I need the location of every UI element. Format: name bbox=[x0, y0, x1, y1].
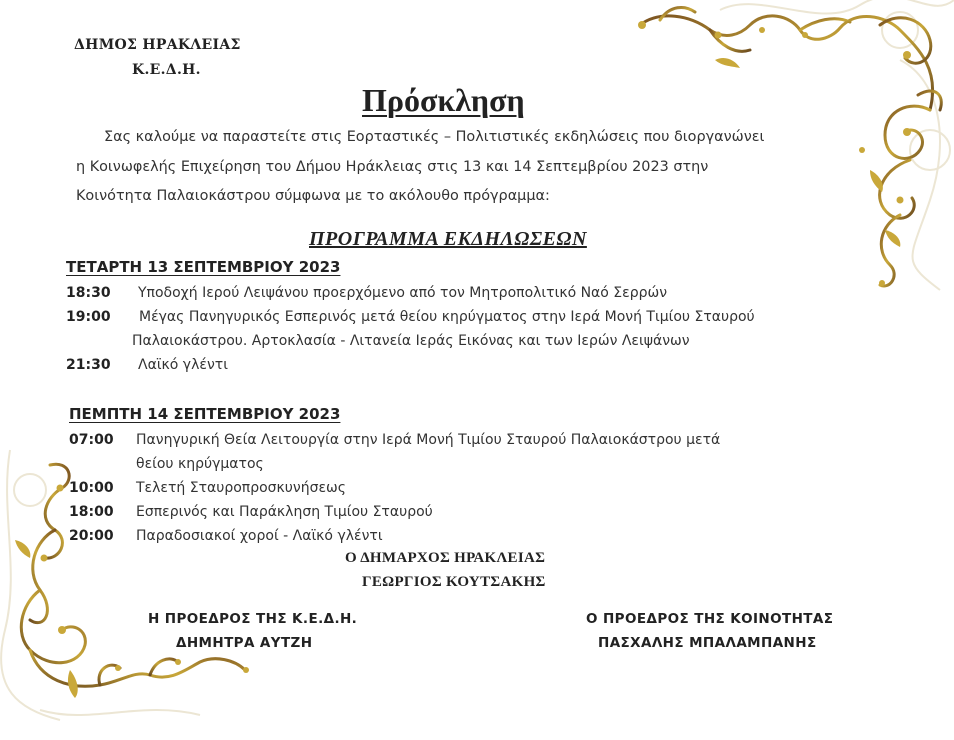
day-heading: ΠΕΜΠΤΗ 14 ΣΕΠΤΕΜΒΡΙΟΥ 2023 bbox=[69, 405, 341, 423]
event-time: 18:30 bbox=[66, 285, 111, 301]
event-time: 20:00 bbox=[69, 528, 114, 544]
event-time: 10:00 bbox=[69, 480, 114, 496]
org-name: ΔΗΜΟΣ ΗΡΑΚΛΕΙΑΣ bbox=[74, 37, 241, 53]
community-president-title: Ο ΠΡΟΕΔΡΟΣ ΤΗΣ ΚΟΙΝΟΤΗΤΑΣ bbox=[586, 611, 834, 627]
intro-line-2: η Κοινωφελής Επιχείρηση του Δήμου Ηράκλειας στις 13 και 14 Σεπτεμβρίου 2023 στην bbox=[76, 159, 709, 175]
keda-president-title: Η ΠΡΟΕΔΡΟΣ ΤΗΣ Κ.Ε.Δ.Η. bbox=[148, 611, 358, 627]
event-description: Τελετή Σταυροπροσκυνήσεως bbox=[136, 480, 346, 496]
event-description: Πανηγυρική Θεία Λειτουργία στην Ιερά Μονή Τιμίου Σταυρού Παλαιοκάστρου μετά bbox=[136, 432, 721, 448]
event-description-continued: θείου κηρύγματος bbox=[136, 456, 264, 472]
intro-line-3: Κοινότητα Παλαιοκάστρου σύμφωνα με το ακόλουθο πρόγραμμα: bbox=[76, 188, 550, 204]
keda-president-name: ΔΗΜΗΤΡΑ ΑΥΤΖΗ bbox=[176, 635, 313, 651]
event-time: 07:00 bbox=[69, 432, 114, 448]
program-title: ΠΡΟΓΡΑΜΜΑ ΕΚΔΗΛΩΣΕΩΝ bbox=[309, 228, 587, 250]
top-right-flourish-ornament bbox=[600, 0, 954, 300]
event-time: 18:00 bbox=[69, 504, 114, 520]
event-description: Εσπερινός και Παράκληση Τιμίου Σταυρού bbox=[136, 504, 433, 520]
day-heading: ΤΕΤΑΡΤΗ 13 ΣΕΠΤΕΜΒΡΙΟΥ 2023 bbox=[66, 258, 341, 276]
event-description: Παραδοσιακοί χοροί - Λαϊκό γλέντι bbox=[136, 528, 383, 544]
event-time: 21:30 bbox=[66, 357, 111, 373]
event-description: Μέγας Πανηγυρικός Εσπερινός μετά θείου κηρύγματος στην Ιερά Μονή Τιμίου Σταυρού bbox=[139, 309, 755, 325]
page-title: Πρόσκληση bbox=[362, 82, 525, 118]
community-president-name: ΠΑΣΧΑΛΗΣ ΜΠΑΛΑΜΠΑΝΗΣ bbox=[598, 635, 817, 651]
mayor-name: ΓΕΩΡΓΙΟΣ ΚΟΥΤΣΑΚΗΣ bbox=[362, 574, 546, 590]
event-time: 19:00 bbox=[66, 309, 111, 325]
event-description: Λαϊκό γλέντι bbox=[138, 357, 228, 373]
intro-line-1: Σας καλούμε να παραστείτε στις Εορταστικές – Πολιτιστικές εκδηλώσεις που διοργανώνει bbox=[104, 129, 765, 145]
event-description: Υποδοχή Ιερού Λειψάνου προερχόμενο από τον Μητροπολιτικό Ναό Σερρών bbox=[138, 285, 668, 301]
event-description-continued: Παλαιοκάστρου. Αρτοκλασία - Λιτανεία Ιεράς Εικόνας και των Ιερών Λειψάνων bbox=[132, 333, 690, 349]
org-subname: Κ.Ε.Δ.Η. bbox=[132, 62, 201, 78]
bottom-left-flourish-ornament bbox=[0, 430, 260, 740]
mayor-title: Ο ΔΗΜΑΡΧΟΣ ΗΡΑΚΛΕΙΑΣ bbox=[345, 550, 546, 566]
